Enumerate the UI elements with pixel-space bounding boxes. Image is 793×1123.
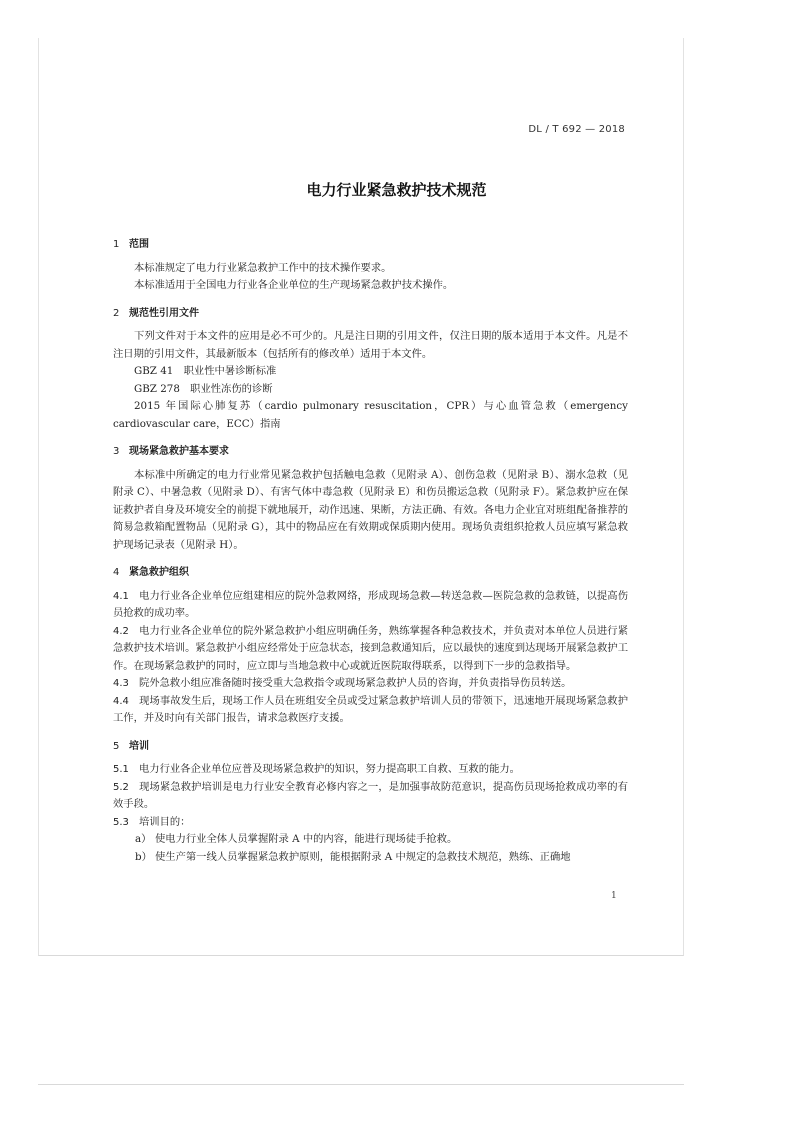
clause-4-2: 4.2 电力行业各企业单位的院外紧急救护小组应明确任务，熟练掌握各种急救技术，并负责对本单位人员进行紧急救护技术培训。紧急救护小组应经常处于应急状态，接到急救通知后，应以最快的速度到达现场开展紧急救护工作。在现场紧急救护的同时，应立即与当地急救中心或就近医院取得联系，以得到下一步的急救指导。 xyxy=(113,624,628,672)
clause-5-1: 5.1 电力行业各企业单位应普及现场紧急救护的知识，努力提高职工自救、互救的能力。 xyxy=(113,763,520,775)
reference-item: GBZ 278 职业性冻伤的诊断 xyxy=(134,382,273,395)
clause-5-2: 5.2 现场紧急救护培训是电力行业安全教育必修内容之一，是加强事故防范意识，提高伤员现场抢救成功率的有效手段。 xyxy=(113,780,628,810)
clause-4-1: 4.1 电力行业各企业单位应组建相应的院外急救网络，形成现场急救—转送急救—医院急救的急救链，以提高伤员抢救的成功率。 xyxy=(113,589,628,619)
page-number: 1 xyxy=(611,891,617,901)
section-heading: 4 紧急救护组织 xyxy=(113,567,189,578)
list-item-a: a） 使电力行业全体人员掌握附录 A 中的内容，能进行现场徒手抢救。 xyxy=(135,833,458,845)
reference-item: GBZ 41 职业性中暑诊断标准 xyxy=(134,365,277,377)
clause-4-4: 4.4 现场事故发生后，现场工作人员在班组安全员或受过紧急救护培训人员的带领下，迅速地开展现场紧急救护工作，并及时向有关部门报告，请求急救医疗支援。 xyxy=(113,694,628,724)
paragraph: 下列文件对于本文件的应用是必不可少的。凡是注日期的引用文件，仅注日期的版本适用于本文件。凡是不注日期的引用文件，其最新版本（包括所有的修改单）适用于本文件。 xyxy=(113,330,628,360)
clause-4-3: 4.3 院外急救小组应准备随时接受重大急救指令或现场紧急救护人员的咨询，并负责指导伤员转送。 xyxy=(113,677,572,689)
clause-5-3: 5.3 培训目的： xyxy=(113,815,191,828)
paragraph: 本标准适用于全国电力行业各企业单位的生产现场紧急救护技术操作。 xyxy=(134,279,454,291)
standard-code: DL / T 692 — 2018 xyxy=(528,124,625,135)
section-heading: 5 培训 xyxy=(113,740,149,752)
list-item-b: b） 使生产第一线人员掌握紧急救护原则，能根据附录 A 中规定的急救技术规范，熟练、正确地 xyxy=(135,850,571,863)
reference-item: 2015 年国际心肺复苏（cardio pulmonary resuscitation，CPR）与心血管急救（emergency cardiovascular care，ECC）指南 xyxy=(113,400,628,430)
document-body xyxy=(113,236,628,866)
section-heading: 3 现场紧急救护基本要求 xyxy=(113,446,229,457)
paragraph: 本标准中所确定的电力行业常见紧急救护包括触电急救（见附录 A）、创伤急救（见附录 B）、溺水急救（见附录 C）、中暑急救（见附录 D）、有害气体中毒急救（见附录 E）和伤员搬运急救（见附录 F）。紧急救护应在保证救护者自身及环境安全的前提下就地展开，动作迅速、果断，方法正确、有效。各电力企业宜对班组配备推荐的简易急救箱配置物品（见附录 G），其中的物品应在有效期或保质期内使用。现场负责组织抢救人员应填写紧急救护现场记录表（见附录 H）。 xyxy=(113,468,628,551)
bottom-divider xyxy=(38,1084,684,1085)
paragraph: 本标准规定了电力行业紧急救护工作中的技术操作要求。 xyxy=(134,261,392,274)
section-heading: 2 规范性引用文件 xyxy=(113,307,199,319)
section-heading: 1 范围 xyxy=(113,239,149,250)
document-title: 电力行业紧急救护技术规范 xyxy=(306,181,487,199)
